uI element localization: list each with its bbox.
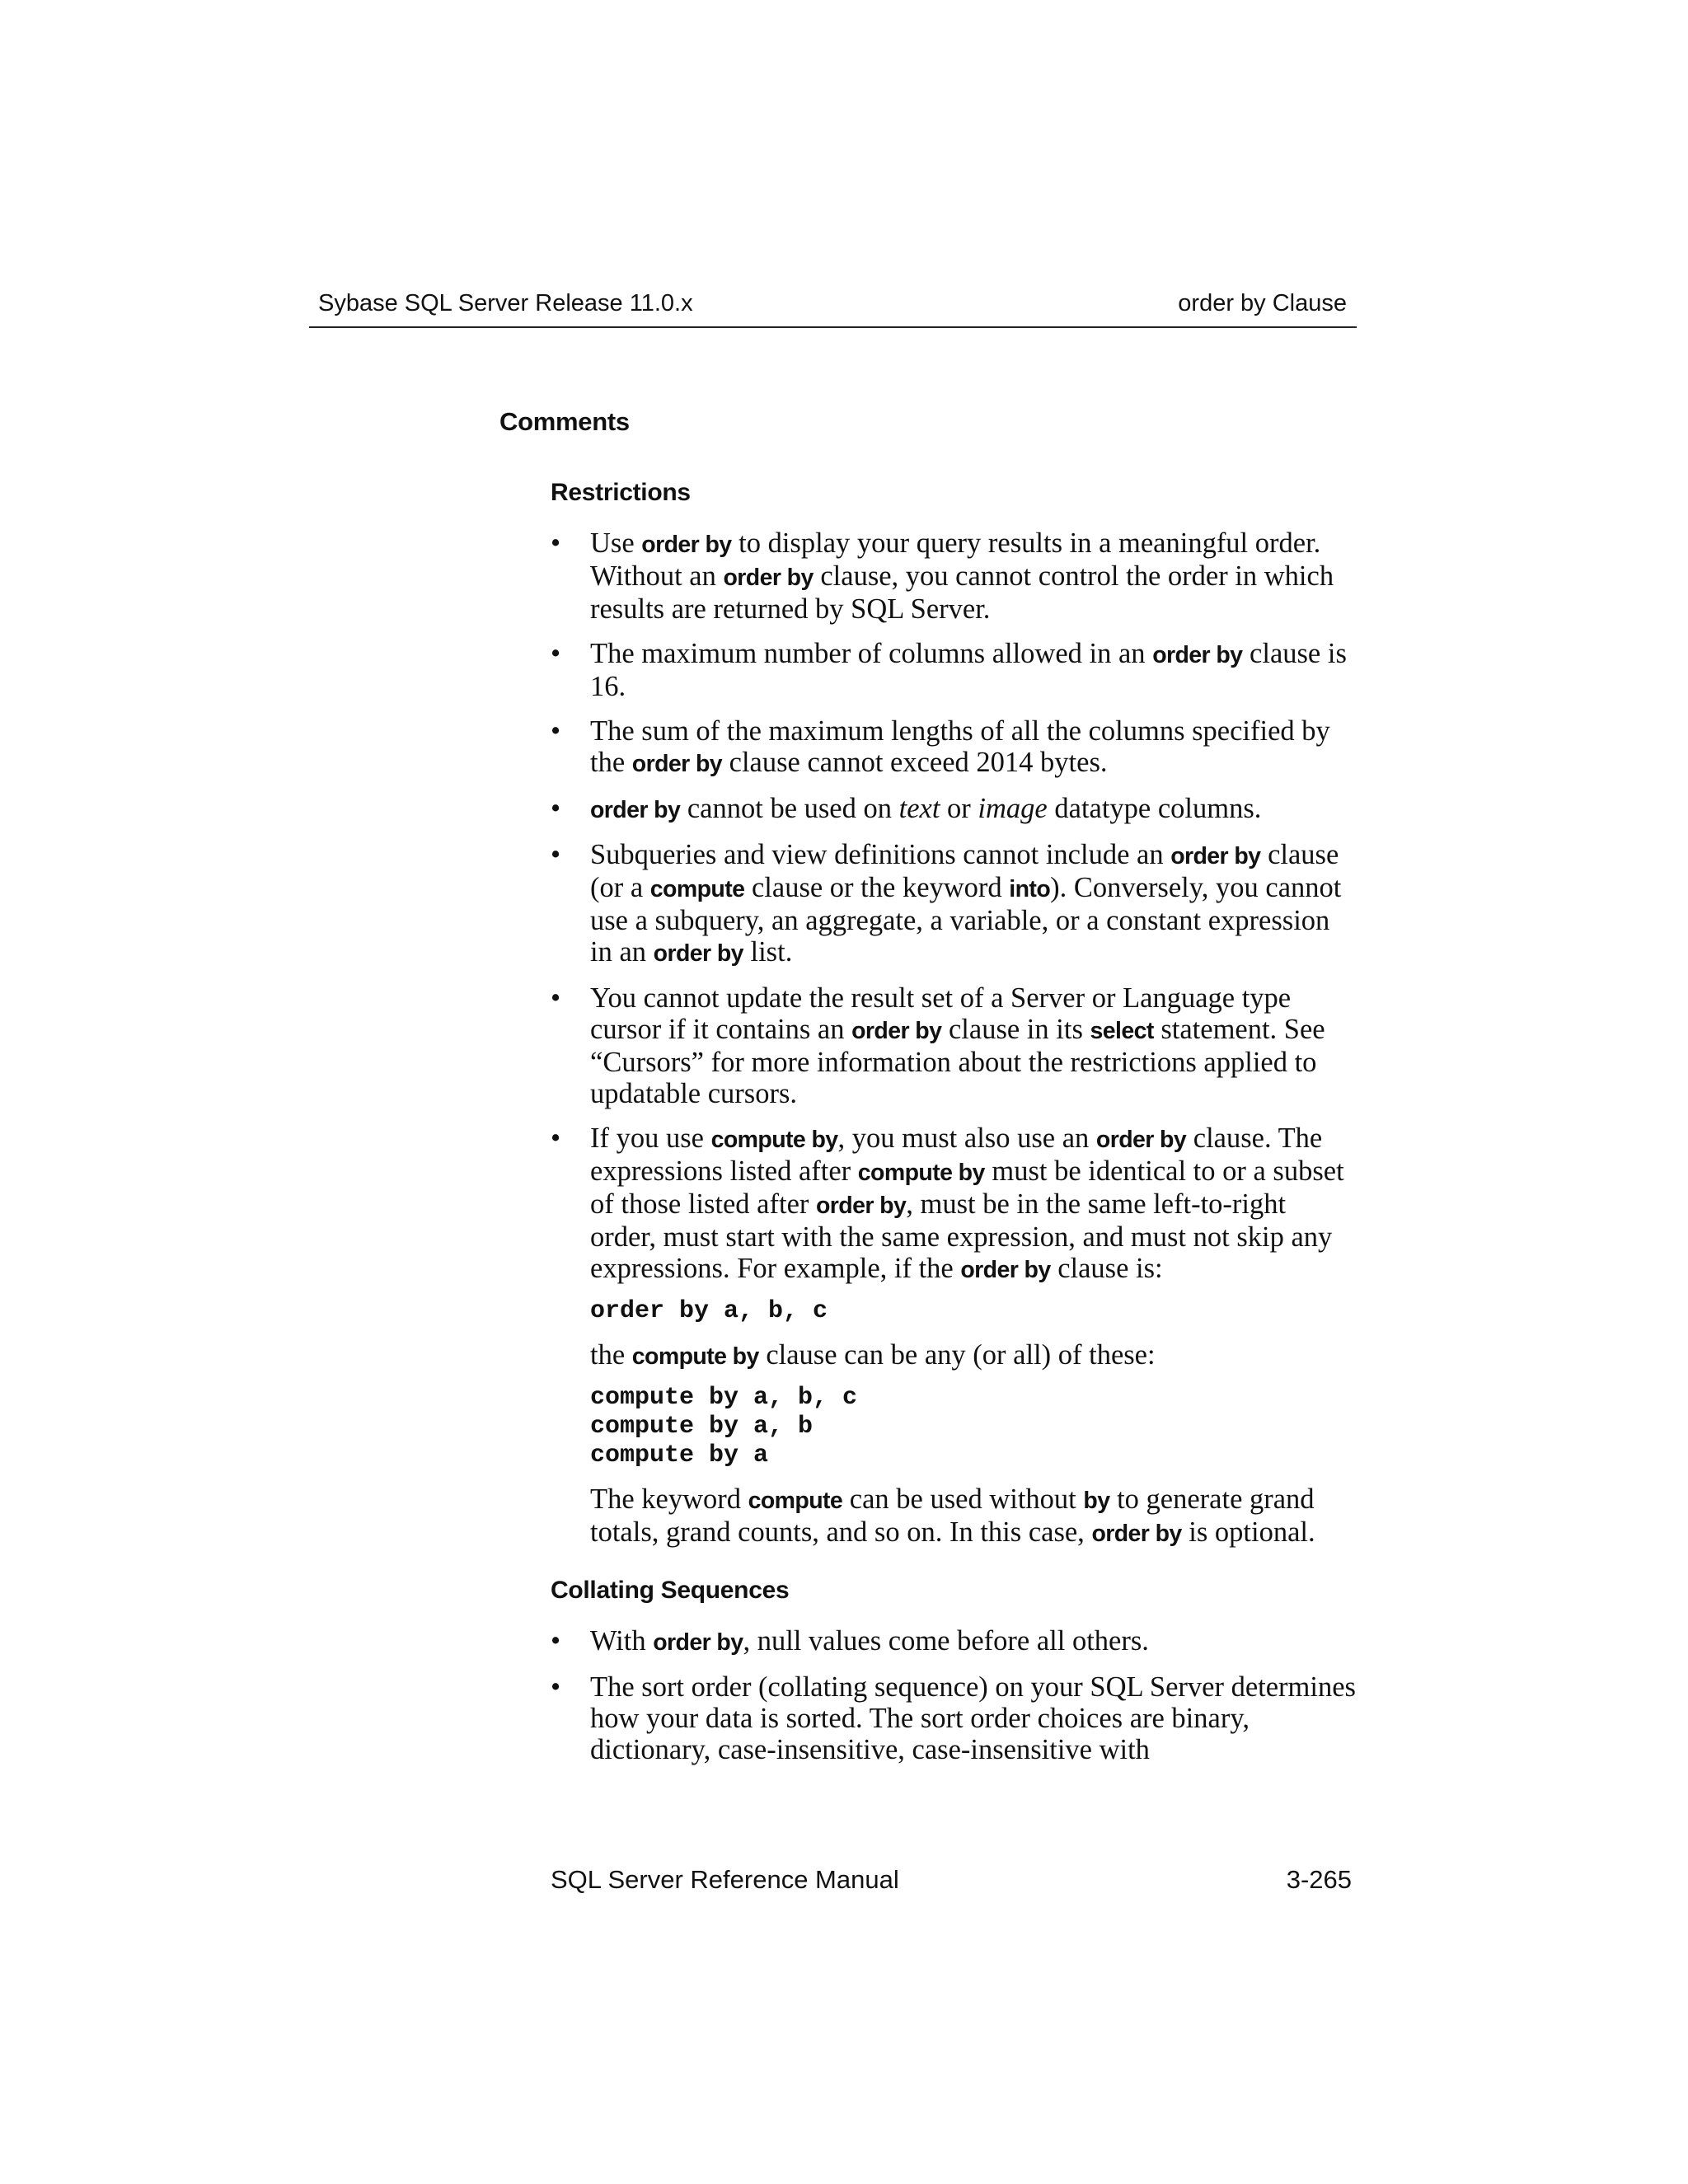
header-product-title: Sybase SQL Server Release 11.0.x <box>318 290 693 316</box>
section-heading-comments: Comments <box>499 407 630 436</box>
keyword: compute by <box>631 1343 759 1370</box>
collating-list <box>499 1625 1357 1765</box>
keyword: order by <box>960 1257 1051 1283</box>
bullet-marker: • <box>551 638 561 669</box>
bullet-marker: • <box>551 1625 561 1657</box>
restrictions-list <box>499 527 1357 1549</box>
keyword: order by <box>653 940 743 967</box>
keyword: order by <box>590 797 681 823</box>
subheading-collating-sequences: Collating Sequences <box>551 1577 790 1604</box>
list-item: • The sort order (collating sequence) on your SQL Server determines how your data is sorted. The sort order choices are binary, dictionary, case-insensitive, case-insensitive with <box>551 1671 1356 1765</box>
list-item <box>551 1122 1357 1549</box>
bullet-marker: • <box>551 715 561 747</box>
page-number: 3-265 <box>1286 1865 1352 1894</box>
list-item: • Use order by to display your query results in a meaningful order. Without an order by clause, you cannot control the order in which results are returned by SQL Server. <box>551 527 1334 625</box>
page-content <box>499 405 1357 1779</box>
subheading-restrictions: Restrictions <box>551 479 691 506</box>
header-section-title: order by Clause <box>1178 290 1347 316</box>
bullet-marker: • <box>551 793 561 824</box>
list-item: • You cannot update the result set of a Server or Language type cursor if it contains an order by clause in its select statement. See “Cursors” for more information about the restrictions applied to updatable cursors. <box>551 982 1325 1109</box>
keyword: select <box>1090 1018 1154 1044</box>
bullet-marker: • <box>551 982 561 1014</box>
keyword: order by <box>1152 642 1243 668</box>
keyword: order by <box>641 532 732 558</box>
header-divider <box>309 326 1357 328</box>
keyword: order by <box>631 751 723 777</box>
keyword: order by <box>1095 1127 1187 1153</box>
keyword: into <box>1009 876 1051 902</box>
keyword: order by <box>1091 1521 1182 1547</box>
list-item: • The maximum number of columns allowed in an order by clause is 16. <box>551 638 1347 702</box>
bullet-marker: • <box>551 839 561 870</box>
code-example-compute-by: compute by a, b, c compute by a, b compute by a <box>590 1384 858 1469</box>
datatype-text: text <box>898 793 940 824</box>
keyword: by <box>1083 1488 1110 1514</box>
keyword: order by <box>851 1018 942 1044</box>
list-item: • The sum of the maximum lengths of all the columns specified by the order by clause cannot exceed 2014 bytes. <box>551 715 1330 778</box>
datatype-image: image <box>978 793 1048 824</box>
footer-manual-title: SQL Server Reference Manual <box>551 1865 899 1894</box>
keyword: order by <box>816 1193 907 1219</box>
list-item: • With order by, null values come before all others. <box>551 1625 1149 1657</box>
running-header <box>315 288 1352 326</box>
code-example-order-by: order by a, b, c <box>590 1297 828 1325</box>
keyword: order by <box>1170 843 1261 869</box>
paragraph: the compute by clause can be any (or all) of these: <box>590 1339 1156 1371</box>
keyword: order by <box>653 1629 743 1656</box>
keyword: compute by <box>857 1160 985 1186</box>
list-item: • Subqueries and view definitions cannot include an order by clause (or a compute clause or the keyword into). Conversely, you cannot use a subquery, an aggregate, a variable, or a constant expression in an order by list. <box>551 839 1342 968</box>
paragraph: The keyword compute can be used without by to generate grand totals, grand counts, and so on. In this case, order by is optional. <box>590 1483 1315 1548</box>
bullet-marker: • <box>551 527 561 559</box>
keyword: compute <box>649 876 745 902</box>
keyword: compute by <box>710 1127 838 1153</box>
list-item: • order by cannot be used on text or image datatype columns. <box>551 793 1262 824</box>
bullet-marker: • <box>551 1671 561 1703</box>
bullet-marker: • <box>551 1122 561 1154</box>
paragraph: If you use compute by, you must also use an order by clause. The expressions listed after compute by must be identical to or a subset of those listed after order by, must be in the same left-to-right order, must start with the same expression, and must not skip any expressions. For example, if the order by clause is: <box>590 1122 1344 1284</box>
keyword: compute <box>748 1488 843 1514</box>
keyword: order by <box>723 565 814 591</box>
